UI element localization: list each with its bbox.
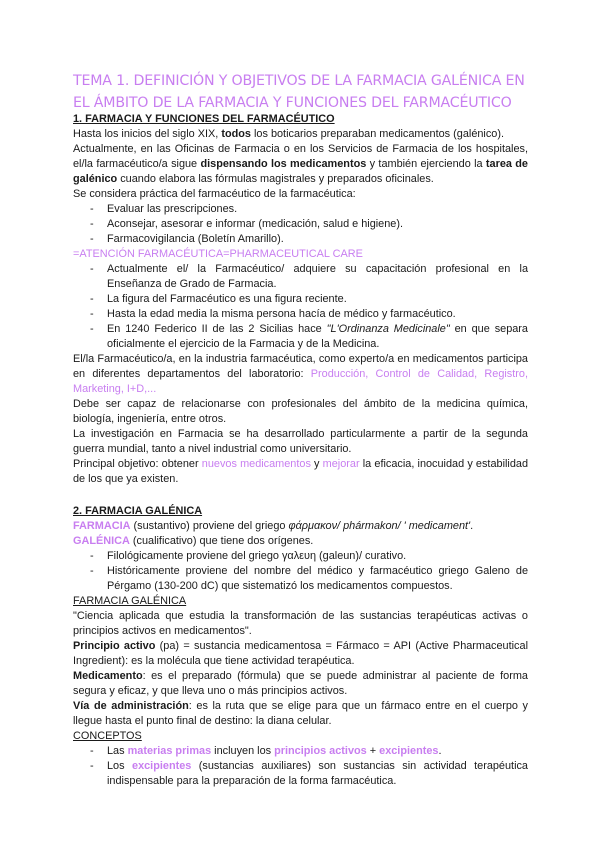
subheading-conceptos: CONCEPTOS — [73, 730, 142, 742]
text: cuando elabora las fórmulas magistrales y preparados oficinales. — [117, 173, 434, 185]
section-1-heading: 1. FARMACIA Y FUNCIONES DEL FARMACÉUTICO — [73, 113, 335, 125]
bold-text: Principio activo — [73, 640, 156, 652]
text: El/la Farmacéutico/a, en la industria farmacéutica, como experto/a en medicamentos participa en diferentes departamentos del laboratorio: — [73, 353, 528, 380]
text: Hasta los inicios del siglo XIX, — [73, 128, 222, 140]
list-item — [73, 322, 528, 352]
text: y — [310, 458, 323, 470]
highlight-text: nuevos medicamentos — [201, 458, 311, 470]
list-item: - La figura del Farmacéutico es una figura reciente. — [73, 292, 528, 307]
term: GALÉNICA — [73, 535, 130, 547]
paragraph-principio-activo — [73, 639, 528, 669]
text: (sustantivo) proviene del griego — [130, 520, 289, 532]
list-origenes — [73, 549, 528, 594]
list-item: - Evaluar las prescripciones. — [73, 202, 528, 217]
text: En 1240 Federico II de las 2 Sicilias hace — [107, 323, 327, 335]
text: : es el preparado (fórmula) que se puede administrar al paciente de forma segura y eficaz, y que lleva uno o más principios activos. — [73, 670, 528, 697]
list-farmaceutico — [73, 262, 528, 352]
text: en que separa oficialmente el ejercicio de la Farmacia y de la Medicina. — [107, 323, 528, 350]
text: los boticarios preparaban medicamentos (galénico). — [250, 128, 505, 140]
list-item — [73, 744, 528, 759]
list-item: - Filológicamente proviene del griego γαλευη (galeun)/ curativo. — [73, 549, 528, 564]
paragraph-investigacion: La investigación en Farmacia se ha desarrollado particularmente a partir de la segunda guerra mundial, tanto a nivel industrial como universitario. — [73, 428, 528, 455]
text: (pa) = sustancia medicamentosa = Fármaco = API (Active Pharmaceutical Ingredient): es la molécula que tiene actividad terapéutica. — [73, 640, 528, 667]
paragraph-objetivo — [73, 457, 528, 487]
pharmaceutical-care-label: =ATENCIÓN FARMACÉUTICA=PHARMACEUTICAL CARE — [73, 248, 363, 260]
bold-text: tarea de galénico — [73, 158, 528, 185]
bold-text: dispensando los medicamentos — [200, 158, 367, 170]
text: la eficacia, inocuidad y estabilidad de los que ya existen. — [73, 458, 529, 485]
term: principios activos — [274, 745, 367, 757]
text: y también ejerciendo la — [366, 158, 486, 170]
list-item — [73, 759, 528, 789]
term: materias primas — [127, 745, 212, 757]
paragraph-relacionarse: Debe ser capaz de relacionarse con profesionales del ámbito de la medicina química, biología, ingeniería, entre otros. — [73, 398, 528, 425]
paragraph-medicamento — [73, 669, 528, 699]
text: Los — [107, 760, 133, 772]
highlight-text: Producción, Control de Calidad, Registro, Marketing, I+D,... — [73, 368, 528, 395]
paragraph-via-administracion — [73, 699, 528, 729]
bold-text: Medicamento — [73, 670, 143, 682]
paragraph-practica: Se considera práctica del farmacéutico de la farmacéutica: — [73, 188, 356, 200]
text: : es la ruta que se elige para que un fármaco entre en el cuerpo y llegue hasta el punto final de destino: la diana celular. — [73, 700, 528, 727]
term: excipientes — [379, 745, 439, 757]
paragraph-industria — [73, 352, 528, 397]
list-conceptos — [73, 744, 528, 789]
section-2-heading: 2. FARMACIA GALÉNICA — [73, 505, 203, 517]
list-item: - Históricamente proviene del nombre del médico y farmacéutico griego Galeno de Pérgamo (130-200 dC) que sistematizó los medicamentos compuestos. — [73, 564, 528, 594]
italic-text: φάρμακον/ phármakon/ ' medicament' — [288, 520, 471, 532]
list-practicas — [73, 202, 528, 247]
list-item: - Hasta la edad media la misma persona hacía de médico y farmacéutico. — [73, 307, 528, 322]
term: excipientes — [132, 760, 192, 772]
spacer — [73, 487, 528, 504]
list-item: - Actualmente el/ la Farmacéutico/ adquiere su capacitación profesional en la Enseñanza de Grado de Farmacia. — [73, 262, 528, 292]
paragraph-actualmente — [73, 142, 528, 187]
text: Actualmente, en las Oficinas de Farmacia o en los Servicios de Farmacia de los hospitales, el/la farmacéutico/a sigue — [73, 143, 528, 170]
paragraph-galenica-origen — [73, 534, 528, 549]
italic-text: "L'Ordinanza Medicinale" — [326, 323, 450, 335]
text: Principal objetivo: obtener — [73, 458, 202, 470]
text: Las — [107, 745, 128, 757]
bold-text: Vía de administración — [73, 700, 189, 712]
subheading-farmacia-galenica: FARMACIA GALÉNICA — [73, 595, 187, 607]
text: (sustancias auxiliares) son sustancias sin actividad terapéutica indispensable para la preparación de la forma farmacéutica. — [107, 760, 528, 787]
text: incluyen los — [211, 745, 275, 757]
term: FARMACIA — [73, 520, 131, 532]
text: + — [366, 745, 380, 757]
text: . — [438, 745, 442, 757]
list-item: - Aconsejar, asesorar e informar (medicación, salud e higiene). — [73, 217, 528, 232]
document-title: TEMA 1. DEFINICIÓN Y OBJETIVOS DE LA FARMACIA GALÉNICA EN EL ÁMBITO DE LA FARMACIA Y FUNCIONES DEL FARMACÉUTICO — [73, 73, 525, 111]
paragraph-definicion: "Ciencia aplicada que estudia la transformación de las sustancias terapéuticas activas o principios activos en medicamentos". — [73, 610, 528, 637]
paragraph-boticarios — [73, 127, 528, 142]
text: (cualificativo) que tiene dos orígenes. — [129, 535, 314, 547]
document-body — [73, 112, 528, 789]
bold-text: todos — [221, 128, 251, 140]
highlight-text: mejorar — [322, 458, 360, 470]
list-item: - Farmacovigilancia (Boletín Amarillo). — [73, 232, 528, 247]
paragraph-farmacia-origen — [73, 519, 528, 534]
text: . — [470, 520, 474, 532]
